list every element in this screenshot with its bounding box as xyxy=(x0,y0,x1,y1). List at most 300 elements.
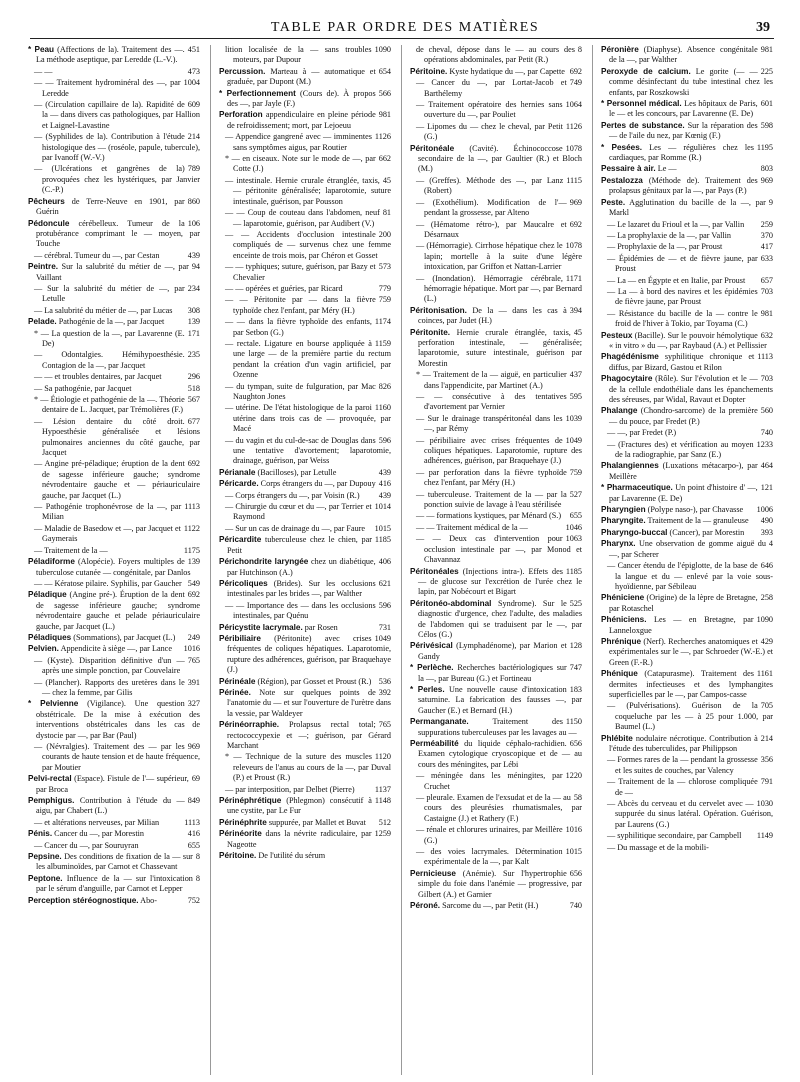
entry-text: — Traitement de la — chlorose compliquée de — xyxy=(607,777,758,797)
entry-term: Pepsine. xyxy=(28,852,62,862)
entry-text: — — Traitement hydrominéral des —, par Leredde xyxy=(34,78,181,98)
entry-text: — cérébral. Tumeur du —, par Cestan xyxy=(34,250,160,260)
entry-text: (Espace). Fistule de l'— supérieur, par Broca xyxy=(36,774,189,794)
entry-term: * Pharmaceutique. xyxy=(601,483,673,493)
entry-page-ref: 598 xyxy=(760,120,773,130)
index-entry xyxy=(219,479,391,489)
index-entry xyxy=(410,663,582,684)
entry-page-ref: 765 xyxy=(187,655,200,665)
entry-page-ref: 654 xyxy=(378,66,391,76)
index-entry xyxy=(410,793,582,824)
entry-text: * — Technique de la suture des muscles releveurs de l'anus au cours de la —, par Duval (P.) et Proust (R.) xyxy=(225,752,391,783)
entry-text: (Cours de). À propos des —, par Jayle (F.) xyxy=(227,88,376,109)
entry-text: — Formes rares de la — pendant la grossesse et les suites de couches, par Valency xyxy=(607,755,758,775)
entry-page-ref: 549 xyxy=(187,578,200,588)
entry-page-ref: 94 xyxy=(191,262,200,272)
entry-text: Syndrome). Sur le diagnostic d'urgence, chez l'adulte, des maladies de l'abdomen qui se traduisent par le —, par Célos (G.) xyxy=(418,598,582,639)
entry-text: — intestinale. Hernie crurale étranglée, taxis, — péritonite généralisée; laparotomie, suture intestinale, guérison, par Pousson xyxy=(225,175,391,206)
entry-text: Traitement de la — granuleuse xyxy=(647,516,749,526)
entry-page-ref: 356 xyxy=(760,755,773,765)
entry-text: Un point d'histoire d' —, par Lavarenne (E. De) xyxy=(609,483,758,503)
entry-text: (Affections de la). Traitement des —. La méthode aseptique, par Leredde (L.-V.). xyxy=(36,45,185,65)
entry-text: — Chirurgie du cœur et du —, par Terrier et Raymond xyxy=(225,502,372,522)
entry-term: Péritonisation. xyxy=(410,305,467,315)
entry-page-ref: 437 xyxy=(569,370,582,380)
index-entry xyxy=(28,678,200,699)
index-entry xyxy=(410,869,582,900)
entry-term: Péricardite xyxy=(219,535,262,545)
entry-term: Périanale xyxy=(219,467,256,477)
entry-page-ref: 1126 xyxy=(374,132,391,142)
index-entry xyxy=(601,331,773,352)
entry-page-ref: 849 xyxy=(187,796,200,806)
index-entry xyxy=(601,176,773,197)
index-entry xyxy=(219,89,391,110)
index-entry xyxy=(601,516,773,526)
entry-text: du liquide céphalo-rachidien. Examen cytologique cryoscopique et de — au cours des méningites, par Lébi xyxy=(418,739,582,769)
entry-term: Péricoliques xyxy=(219,578,268,588)
entry-text: (Phlegmon) consécutif à une cystite, par Le Fur xyxy=(227,796,372,816)
entry-term: Péritonéale xyxy=(410,143,455,153)
index-entry xyxy=(601,440,773,461)
entry-text: suppurée, par Mallet et Buvat xyxy=(268,817,366,827)
index-entry xyxy=(601,539,773,560)
index-entry xyxy=(410,436,582,467)
index-entry xyxy=(219,154,391,175)
entry-page-ref: 1046 xyxy=(565,522,582,532)
index-entry xyxy=(410,739,582,770)
index-entry xyxy=(601,734,773,755)
entry-page-ref: 200 xyxy=(378,229,391,239)
entry-page-ref: 259 xyxy=(760,219,773,229)
index-entry xyxy=(28,590,200,632)
entry-term: Phénique xyxy=(601,669,638,679)
entry-page-ref: 1126 xyxy=(565,121,582,131)
index-entry xyxy=(219,67,391,88)
index-entry xyxy=(219,403,391,434)
entry-text: — Épidémies de — et de fièvre jaune, par Proust xyxy=(607,253,758,274)
entry-page-ref: 1185 xyxy=(565,566,582,576)
index-entry xyxy=(601,777,773,798)
entry-page-ref: 656 xyxy=(569,868,582,878)
entry-page-ref: 692 xyxy=(569,66,582,76)
entry-term: Pestalozza xyxy=(601,175,643,185)
entry-page-ref: 518 xyxy=(187,383,200,393)
entry-page-ref: 536 xyxy=(378,676,391,686)
entry-text: — — Kératose pilaire. Syphilis, par Gaucher xyxy=(34,578,182,588)
entry-text: (Bacille). Sur le pouvoir hémolytique « in vitro » du —, par Raybaud (A.) et Pellissier xyxy=(609,330,767,350)
entry-term: Pharyngo-buccal xyxy=(601,527,668,537)
entry-page-ref: 1233 xyxy=(756,439,773,449)
entry-text: par Rosen xyxy=(304,622,338,632)
index-entry xyxy=(219,752,391,783)
entry-page-ref: 765 xyxy=(378,720,391,730)
entry-page-ref: 601 xyxy=(760,99,773,109)
entry-page-ref: 525 xyxy=(569,598,582,608)
entry-text: (Brides). Sur les occlusions intestinales par les brides —, par Walther xyxy=(227,578,376,599)
entry-text: Marteau à — automatique et graduée, par Dupont (M.) xyxy=(227,66,376,87)
index-entry xyxy=(219,634,391,676)
index-entry xyxy=(28,251,200,261)
index-entry xyxy=(601,593,773,614)
entry-page-ref: 1015 xyxy=(565,847,582,857)
entry-text: — pleurale. Examen de l'exsudat et de la — au cours des pleurésies rhumatismales, par Castaigne (J.) et Rathery (F.) xyxy=(416,793,582,823)
entry-text: Prolapsus rectal total; rectococcypexie et —; guérison, par Gérard Marchant xyxy=(227,720,391,750)
index-entry xyxy=(601,45,773,66)
entry-page-ref: 81 xyxy=(382,208,391,218)
index-entry xyxy=(410,685,582,716)
entry-term: Périnéorite xyxy=(219,829,262,839)
index-entry xyxy=(410,45,582,66)
entry-text: — La — à bord des navires et les épidémies de fièvre jaune, par Proust xyxy=(607,286,758,307)
entry-page-ref: 58 xyxy=(573,793,582,803)
entry-text: Le gorite (— — comme désinfectant du tube intestinal chez les enfants, par Roszkowski xyxy=(609,66,773,97)
entry-text: — utérine. De l'état histologique de la paroi utérine dans trois cas de — provoquée, par Macé xyxy=(225,403,391,434)
entry-page-ref: 1004 xyxy=(183,78,200,88)
entry-term: Pemphigus. xyxy=(28,796,75,806)
entry-term: * Perles. xyxy=(410,684,445,694)
entry-text: — (Greffes). Méthode des —, par Lanz (Robert) xyxy=(416,175,564,196)
index-entry xyxy=(410,392,582,413)
entry-page-ref: 429 xyxy=(760,636,773,646)
entry-page-ref: 1259 xyxy=(374,829,391,839)
index-entry xyxy=(219,262,391,283)
entry-text: — — xyxy=(34,66,53,76)
index-entry xyxy=(219,502,391,523)
entry-text: Des conditions de fixation de la — sur les albuminoïdes, par Carnot et Chassevant xyxy=(36,852,193,872)
entry-term: Pelade. xyxy=(28,317,57,327)
index-entry xyxy=(601,483,773,504)
index-entry xyxy=(219,720,391,751)
index-entry xyxy=(410,78,582,99)
index-entry xyxy=(219,110,391,131)
entry-term: Phrénique xyxy=(601,636,642,646)
entry-page-ref: 692 xyxy=(187,590,200,600)
index-entry xyxy=(410,306,582,327)
entry-page-ref: 1148 xyxy=(374,796,391,806)
entry-term: Pédoncule xyxy=(28,218,70,228)
entry-page-ref: 69 xyxy=(191,774,200,784)
index-entry xyxy=(219,623,391,633)
entry-page-ref: 981 xyxy=(378,110,391,120)
entry-text: — péribiliaire avec crises fréquentes de coliques hépatiques. Laparotomie, rupture des adhérences, guérison, par Braquehaye (J.) xyxy=(416,435,582,466)
index-entry xyxy=(28,656,200,677)
entry-text: (Diaphyse). Absence congénitale de la —, par Walther xyxy=(609,45,758,65)
entry-text: (Méthode de). Traitement des prolapsus génitaux par la —, par Pays (P.) xyxy=(609,175,758,196)
entry-page-ref: 657 xyxy=(760,275,773,285)
entry-page-ref: 1120 xyxy=(374,752,391,762)
running-title: TABLE PAR ORDRE DES MATIÈRES xyxy=(270,20,540,35)
entry-page-ref: 703 xyxy=(760,286,773,296)
index-entry xyxy=(601,254,773,275)
entry-text: — Cancer étendu de l'épiglotte, de la base de la langue et du — enlevé par la voie sous-hyoïdienne, par Sébileau xyxy=(607,561,773,591)
entry-page-ref: 1090 xyxy=(374,45,391,54)
entry-page-ref: 1030 xyxy=(756,799,773,809)
entry-text: (Lymphadénome), par Marion et Gandy xyxy=(418,641,567,661)
index-entry xyxy=(28,459,200,501)
entry-page-ref: 632 xyxy=(760,330,773,340)
entry-text: — — Péritonite par — dans la fièvre typhoïde chez l'enfant, par Méry (H.) xyxy=(225,295,376,315)
entry-term: Périnéphrite xyxy=(219,817,267,827)
entry-text: — Angine pré-péladique; éruption de la dent de sagesse inférieure gauche; syndrome névrodentaire gauche et — périauriculaire gauche, par Jacquet (L.) xyxy=(34,459,200,500)
entry-page-ref: 791 xyxy=(760,777,773,787)
entry-text: Sur la réparation des — de l'aile du nez, par Kœnig (F.) xyxy=(609,120,758,141)
index-entry xyxy=(410,901,582,911)
index-entry xyxy=(410,328,582,370)
entry-term: Phéniciens. xyxy=(601,615,647,625)
entry-page-ref: 1113 xyxy=(184,502,200,512)
entry-page-ref: 214 xyxy=(187,132,200,142)
index-entry xyxy=(219,382,391,403)
entry-page-ref: 1078 xyxy=(565,143,582,153)
entry-term: Péroné. xyxy=(410,901,441,911)
index-entry xyxy=(601,561,773,592)
entry-term: Perception stéréognostique. xyxy=(28,895,139,905)
entry-text: Sarcome du —, par Petit (H.) xyxy=(442,901,539,911)
index-entry xyxy=(601,99,773,120)
entry-text: (Angine pré-). Éruption de la dent de sagesse inférieure gauche; syndrome névrodentaire gauche et pelade périauriculaire gauche, par Jacquet (L.) xyxy=(36,590,200,631)
index-entry xyxy=(410,67,582,77)
entry-term: * Peau xyxy=(28,45,55,54)
entry-page-ref: 1078 xyxy=(565,241,582,251)
entry-text: — Traitement de la — xyxy=(34,545,108,555)
index-entry xyxy=(28,100,200,131)
entry-text: — — Traitement médical de la — xyxy=(416,522,528,532)
index-entry xyxy=(28,633,200,643)
entry-text: — — Importance des — dans les occlusions intestinales, par Quénu xyxy=(225,600,376,621)
index-entry xyxy=(28,78,200,99)
entry-text: — Maladie de Basedow et —, par Jacquet et Gaymerais xyxy=(34,523,181,544)
entry-text: — Lipomes du — chez le cheval, par Petit (G.) xyxy=(416,121,563,142)
entry-term: Péladiques xyxy=(28,632,72,642)
index-entry xyxy=(601,528,773,538)
entry-page-ref: 225 xyxy=(760,66,773,76)
entry-text: — (Kyste). Disparition définitive d'un — après une simple ponction, par Couvelaire xyxy=(34,655,185,676)
entry-term: * Perlèche. xyxy=(410,663,454,673)
entry-term: Pertes de substance. xyxy=(601,120,685,130)
index-entry xyxy=(410,825,582,846)
entry-term: Pelvi-rectal xyxy=(28,774,72,784)
index-entry xyxy=(28,317,200,327)
entry-text: — (Ulcérations et gangrènes de la) provoquées chez les hystériques, par Janvier (C.-P.) xyxy=(34,164,200,195)
index-entry xyxy=(410,220,582,241)
index-entry xyxy=(219,785,391,795)
entry-term: Pessaire à air. xyxy=(601,164,656,174)
entry-text: dans la névrite radiculaire, par Nageotte xyxy=(227,829,372,849)
entry-page-ref: 567 xyxy=(187,395,200,404)
index-entry xyxy=(601,799,773,830)
entry-page-ref: 45 xyxy=(382,175,391,185)
index-entry xyxy=(28,818,200,828)
entry-text: — du tympan, suite de fulguration, par Mac Naughton Jones xyxy=(225,381,376,401)
index-entry xyxy=(219,295,391,316)
entry-term: Périnée. xyxy=(219,687,251,697)
entry-term: Percussion. xyxy=(219,66,266,76)
index-entry xyxy=(410,523,582,533)
entry-text: Sur la salubrité du métier de —, par Vaillant xyxy=(36,262,189,282)
index-entry xyxy=(28,350,200,371)
entry-text: * — La question de la —, par Lavarenne (E. De) xyxy=(34,328,185,348)
entry-page-ref: 656 xyxy=(569,739,582,748)
entry-page-ref: 1174 xyxy=(374,317,391,327)
entry-term: Perforation xyxy=(219,110,263,120)
index-column-2 xyxy=(219,45,391,1075)
index-entry xyxy=(601,505,773,515)
entry-text: Traitement des suppurations tuberculeuses par les lavages au — xyxy=(418,717,577,737)
entry-page-ref: 1113 xyxy=(757,352,773,362)
index-entry xyxy=(601,242,773,252)
entry-text: — Résistance du bacille de la — contre le froid de l'hiver à Tokio, par Toyama (C.) xyxy=(607,308,758,329)
entry-text: — Lésion dentaire du côté droit. Hypoesthésie généralisée et lésions pulmonaires anciennes du côté gauche, par Jacquet xyxy=(34,416,200,458)
entry-page-ref: 1171 xyxy=(565,273,582,283)
index-entry xyxy=(601,287,773,308)
entry-text: (Catapurasme). Traitement des dermites infectieuses et des lymphangites superficielles par le —, par Campos-casse xyxy=(609,669,773,699)
entry-page-ref: 1016 xyxy=(183,644,200,654)
entry-text: (Péritonite) avec crises fréquentes de coliques hépatiques. Laparotomie, rupture des adhérences, guérison, par Braquehaye (J.) xyxy=(227,633,391,675)
entry-page-ref: 8 xyxy=(577,45,582,54)
index-entry xyxy=(219,829,391,850)
entry-text: Une nouvelle cause d'intoxication saturnine. La fabrication des fausses —, par Gaucher (E.) et Bernard (H.) xyxy=(418,684,582,715)
entry-page-ref: 749 xyxy=(569,78,582,88)
entry-page-ref: 9 xyxy=(768,197,773,207)
index-entry xyxy=(28,417,200,459)
index-entry xyxy=(219,132,391,153)
entry-term: * Pesées. xyxy=(601,142,643,152)
header-rule xyxy=(30,38,774,39)
index-entry xyxy=(410,144,582,175)
entry-term: Phéniciene xyxy=(601,593,645,603)
index-entry xyxy=(601,352,773,373)
index-entry xyxy=(28,384,200,394)
index-entry xyxy=(28,67,200,77)
entry-term: Phalangiennes xyxy=(601,461,659,471)
entry-text: appendiculaire en pleine période de refroidissement; mort, par Lejoeuu xyxy=(227,110,376,130)
index-entry xyxy=(28,774,200,795)
entry-text: — — Coup de couteau dans l'abdomen, neuf — laparotomie, guérison, par Audibert (V.) xyxy=(225,208,380,228)
entry-page-ref: 1016 xyxy=(565,825,582,835)
entry-text: Les — en Bretagne, par Lanneloxgue xyxy=(609,615,754,635)
index-entry xyxy=(601,669,773,700)
entry-page-ref: 139 xyxy=(187,557,200,567)
index-entry xyxy=(410,198,582,219)
entry-page-ref: 609 xyxy=(187,100,200,110)
entry-text: — par interposition, par Delbet (Pierre) xyxy=(225,784,355,794)
entry-page-ref: 416 xyxy=(187,829,200,839)
entry-page-ref: 1039 xyxy=(565,413,582,423)
entry-page-ref: 860 xyxy=(187,196,200,206)
index-entry xyxy=(219,317,391,338)
entry-page-ref: 128 xyxy=(569,641,582,651)
index-entry xyxy=(28,852,200,873)
entry-text: * — Traitement de la — aiguë, en particulier dans l'appendicite, par Martinet (A.) xyxy=(416,370,567,390)
index-entry xyxy=(219,601,391,622)
index-entry xyxy=(28,896,200,906)
entry-text: Abo- xyxy=(140,895,157,905)
entry-page-ref: 740 xyxy=(760,428,773,438)
entry-page-ref: 692 xyxy=(569,219,582,229)
entry-page-ref: 439 xyxy=(187,250,200,260)
entry-text: — Sur un cas de drainage du —, par Faure xyxy=(225,523,366,533)
entry-text: Les — régulières chez les cardiaques, par Romme (R.) xyxy=(609,142,754,163)
entry-text: — par perforation dans la fièvre typhoïde chez l'enfant, par Méry (H.) xyxy=(416,467,567,488)
entry-page-ref: 633 xyxy=(760,253,773,263)
entry-text: * — en ciseaux. Note sur le mode de —, par Cotte (J.) xyxy=(225,154,376,174)
entry-text: De l'utilité du sérum xyxy=(258,851,326,861)
entry-text: — tuberculeuse. Traitement de la — par la ponction suivie de lavage à l'eau stérilisée xyxy=(416,489,567,510)
entry-page-ref: 1049 xyxy=(374,633,391,643)
entry-text: — syphilitique secondaire, par Campbell xyxy=(607,831,742,841)
entry-page-ref: 789 xyxy=(187,164,200,174)
entry-page-ref: 759 xyxy=(569,467,582,477)
index-entry xyxy=(601,461,773,482)
entry-text: — (Hématome rétro-), par Maucalre et Désarnaux xyxy=(416,219,567,239)
index-entry xyxy=(219,491,391,501)
entry-text: Pathogénie de la —, par Jacquet xyxy=(58,317,165,327)
entry-text: Contribution à l'étude du — aigu, par Chabert (L.) xyxy=(36,796,185,816)
entry-page-ref: 234 xyxy=(187,283,200,293)
index-entry xyxy=(410,490,582,511)
entry-page-ref: 705 xyxy=(760,701,773,711)
entry-page-ref: 560 xyxy=(760,406,773,416)
index-entry xyxy=(601,220,773,230)
entry-page-ref: 258 xyxy=(760,593,773,603)
entry-term: Peste. xyxy=(601,197,626,207)
entry-text: Hernie crurale étranglée, taxis, perforation intestinale, — généralisée; laparotomie, suture intestinale, guérison par Morestin xyxy=(418,327,582,368)
entry-text: (Anémie). Sur l'hypertrophie simple du foie dans l'anémie — progressive, par Gilbert (A.) et Garnier xyxy=(418,868,582,899)
entry-page-ref: 171 xyxy=(187,328,200,338)
entry-text: De la — dans les cas à coinces, par Judet (H.) xyxy=(418,305,567,326)
index-entry xyxy=(410,567,582,598)
entry-term: Pharyngien xyxy=(601,505,646,515)
entry-page-ref: 473 xyxy=(187,66,200,76)
entry-text: — (Névralgies). Traitement des — par les courants de haute tension et de haute fréquence, par Moutier xyxy=(34,742,200,772)
entry-page-ref: 527 xyxy=(569,489,582,499)
entry-page-ref: 391 xyxy=(187,677,200,687)
entry-text: cérébelleux. Tumeur de la protubérance comprimant le — moyen, par Touche xyxy=(36,218,200,249)
entry-text: — Cancer du —, par Lortat-Jacob et Barthélemy xyxy=(416,78,567,98)
entry-term: * Pelvienne xyxy=(28,699,79,709)
entry-text: Corps étrangers du —, par Dupouy xyxy=(260,479,376,489)
entry-text: Cancer du —, par Morestin xyxy=(54,829,144,839)
entry-text: (Vigilance). Une question obstétricale. De la mise à exécution des interventions obstétricales dans les cas de dystocie par —, par Bar (Paul) xyxy=(36,699,200,740)
entry-text: — La salubrité du métier de —, par Lucas xyxy=(34,305,173,315)
entry-page-ref: 703 xyxy=(760,374,773,384)
entry-term: Pénis. xyxy=(28,829,53,839)
index-entry xyxy=(28,829,200,839)
entry-page-ref: 1150 xyxy=(565,717,582,727)
entry-page-ref: 8 xyxy=(195,852,200,862)
entry-term: Pernicieuse xyxy=(410,868,456,878)
entry-page-ref: 296 xyxy=(187,372,200,382)
entry-text: — (Hémorragie). Cirrhose hépatique chez le lapin; mortelle à la suite d'une légère intoxication, par Griffon et Nattan-Larrier xyxy=(416,241,582,272)
entry-term: Péritoine. xyxy=(219,851,257,861)
entry-term: Péladique xyxy=(28,590,67,600)
index-entry xyxy=(219,579,391,600)
index-entry xyxy=(410,274,582,305)
entry-page-ref: 1115 xyxy=(566,175,582,185)
entry-term: Péricarde. xyxy=(219,479,259,489)
entry-page-ref: 981 xyxy=(760,308,773,318)
entry-term: Phagédénisme xyxy=(601,352,659,362)
index-entry xyxy=(28,644,200,654)
index-entry xyxy=(28,796,200,817)
entry-page-ref: 677 xyxy=(187,416,200,426)
index-entry xyxy=(219,468,391,478)
entry-term: Péladiforme xyxy=(28,557,75,567)
entry-text: de Terre-Neuve en 1901, par Guérin xyxy=(36,196,185,217)
entry-page-ref: 121 xyxy=(760,483,773,493)
entry-term: Péritonite. xyxy=(410,327,451,337)
